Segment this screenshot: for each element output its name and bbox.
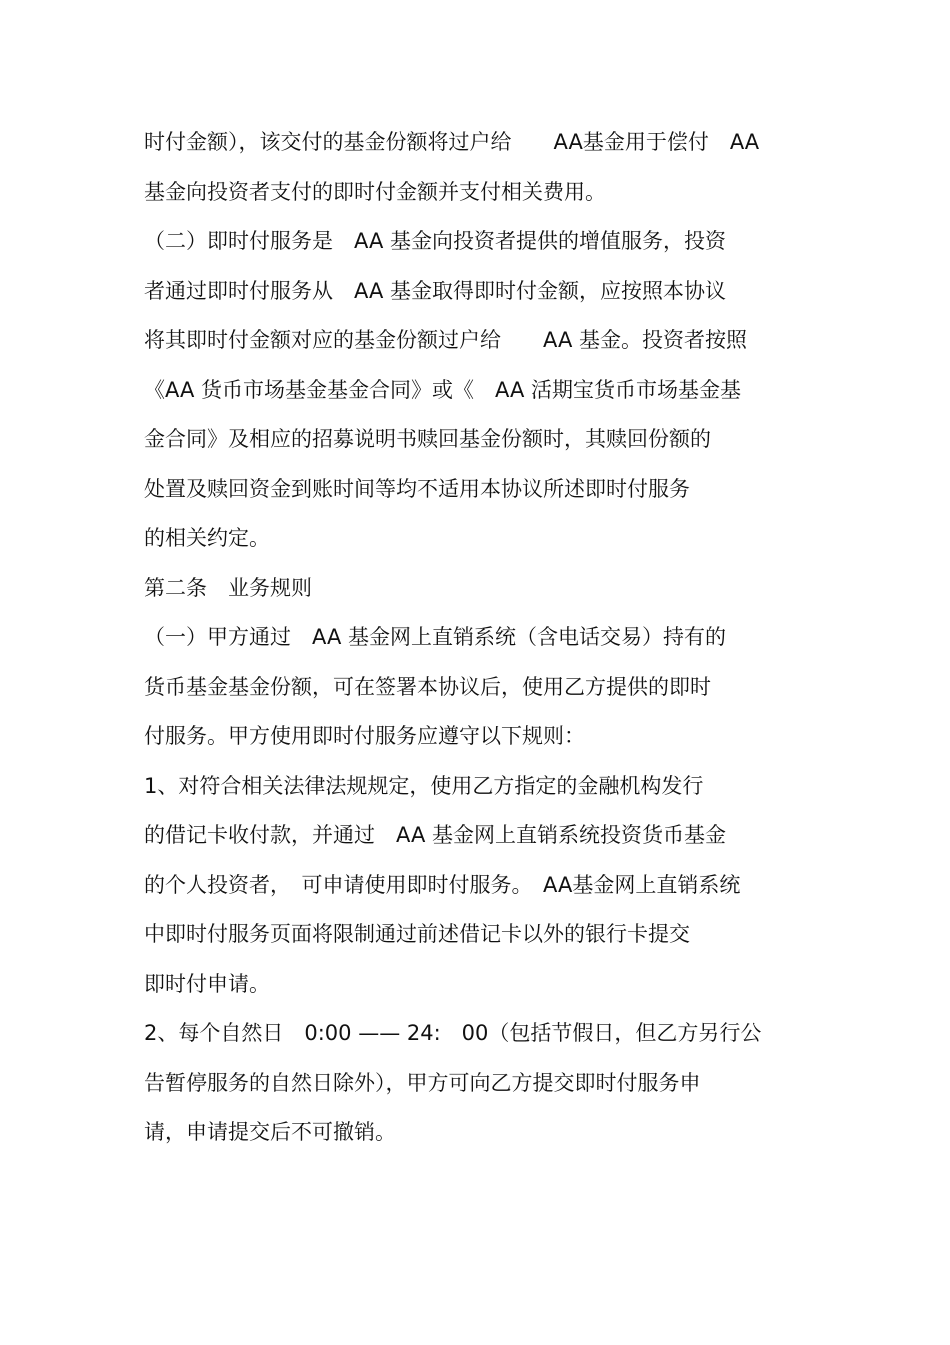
paragraph-line: 2、每个自然日 0:00 —— 24: 00（包括节假日，但乙方另行公 <box>144 1021 762 1045</box>
document-body <box>144 118 824 1158</box>
paragraph-line: （二）即时付服务是 AA 基金向投资者提供的增值服务，投资 <box>144 229 726 253</box>
paragraph-line: 将其即时付金额对应的基金份额过户给 AA 基金。投资者按照 <box>144 328 747 352</box>
paragraph-line: （一）甲方通过 AA 基金网上直销系统（含电话交易）持有的 <box>144 625 726 649</box>
paragraph-line: 处置及赎回资金到账时间等均不适用本协议所述即时付服务 <box>144 476 690 501</box>
paragraph-line: 告暂停服务的自然日除外），甲方可向乙方提交即时付服务申 <box>144 1070 701 1095</box>
paragraph-line: 时付金额），该交付的基金份额将过户给 AA基金用于偿付 AA <box>144 130 760 154</box>
paragraph-line: 的相关约定。 <box>144 526 270 550</box>
paragraph-line: 的借记卡收付款，并通过 AA 基金网上直销系统投资货币基金 <box>144 823 726 847</box>
section-heading: 第二条 业务规则 <box>144 575 312 600</box>
paragraph-line: 1、对符合相关法律法规规定，使用乙方指定的金融机构发行 <box>144 773 704 798</box>
paragraph-line: 基金向投资者支付的即时付金额并支付相关费用。 <box>144 179 606 204</box>
paragraph-line: 即时付申请。 <box>144 971 270 996</box>
paragraph-line: 《AA 货币市场基金基金合同》或《 AA 活期宝货币市场基金基 <box>144 377 741 402</box>
paragraph-line: 付服务。甲方使用即时付服务应遵守以下规则： <box>144 724 585 748</box>
paragraph-line: 货币基金基金份额，可在签署本协议后，使用乙方提供的即时 <box>144 674 711 699</box>
paragraph-line: 金合同》及相应的招募说明书赎回基金份额时，其赎回份额的 <box>144 427 711 451</box>
paragraph-line: 者通过即时付服务从 AA 基金取得即时付金额，应按照本协议 <box>144 278 726 303</box>
paragraph-line: 的个人投资者， 可申请使用即时付服务。 AA基金网上直销系统 <box>144 872 741 897</box>
paragraph-line: 中即时付服务页面将限制通过前述借记卡以外的银行卡提交 <box>144 922 690 946</box>
paragraph-line: 请，申请提交后不可撤销。 <box>144 1120 396 1144</box>
